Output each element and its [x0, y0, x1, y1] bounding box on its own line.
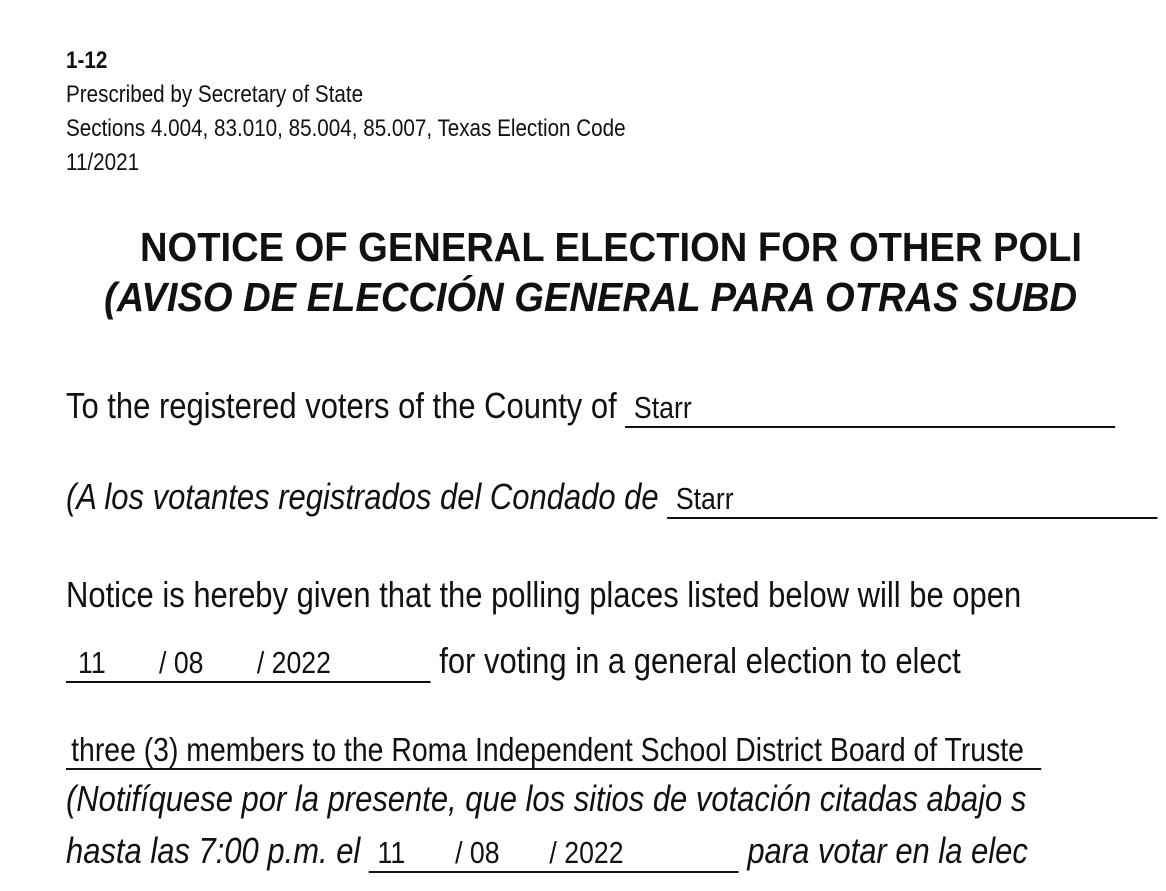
election-date-field — [66, 645, 431, 683]
county-line — [66, 385, 1116, 428]
county-field: Starr — [625, 390, 1115, 428]
date-suffix: for voting in a general election to elect — [439, 640, 961, 681]
election-date-line — [66, 640, 961, 683]
form-header — [66, 44, 626, 180]
revision-date: 11/2021 — [66, 149, 140, 176]
election-date-month: 11 — [78, 645, 106, 680]
purpose-line — [66, 728, 1041, 770]
code-sections: Sections 4.004, 83.010, 85.004, 85.007, Texas Election Code — [66, 115, 626, 142]
title-english: NOTICE OF GENERAL ELECTION FOR OTHER POLI — [140, 224, 1082, 270]
county-prefix: To the registered voters of the County of — [66, 385, 617, 426]
hasta-line — [66, 830, 1028, 873]
hasta-suffix: para votar en la elec — [747, 830, 1028, 871]
condado-line — [66, 476, 1157, 519]
notice-line: Notice is hereby given that the polling places listed below will be open — [66, 574, 1022, 615]
hasta-prefix: hasta las 7:00 p.m. el — [66, 830, 361, 871]
election-date-day: / 08 — [159, 645, 204, 680]
purpose-field: three (3) members to the Roma Independent School District Board of Truste — [66, 732, 1041, 770]
hasta-date-field — [369, 835, 739, 873]
condado-prefix: (A los votantes registrados del Condado de — [66, 476, 659, 517]
prescribed-by: Prescribed by Secretary of State — [66, 81, 364, 108]
form-number: 1-12 — [66, 47, 108, 74]
condado-field: Starr — [667, 481, 1157, 519]
hasta-date-month: 11 — [377, 835, 406, 870]
title-spanish: (AVISO DE ELECCIÓN GENERAL PARA OTRAS SUBD — [104, 274, 1078, 320]
hasta-date-day: / 08 — [455, 835, 500, 870]
hasta-date-year: / 2022 — [549, 835, 624, 870]
election-date-year: / 2022 — [256, 645, 331, 680]
notificacion-line: (Notifíquese por la presente, que los sitios de votación citadas abajo s — [66, 778, 1027, 819]
